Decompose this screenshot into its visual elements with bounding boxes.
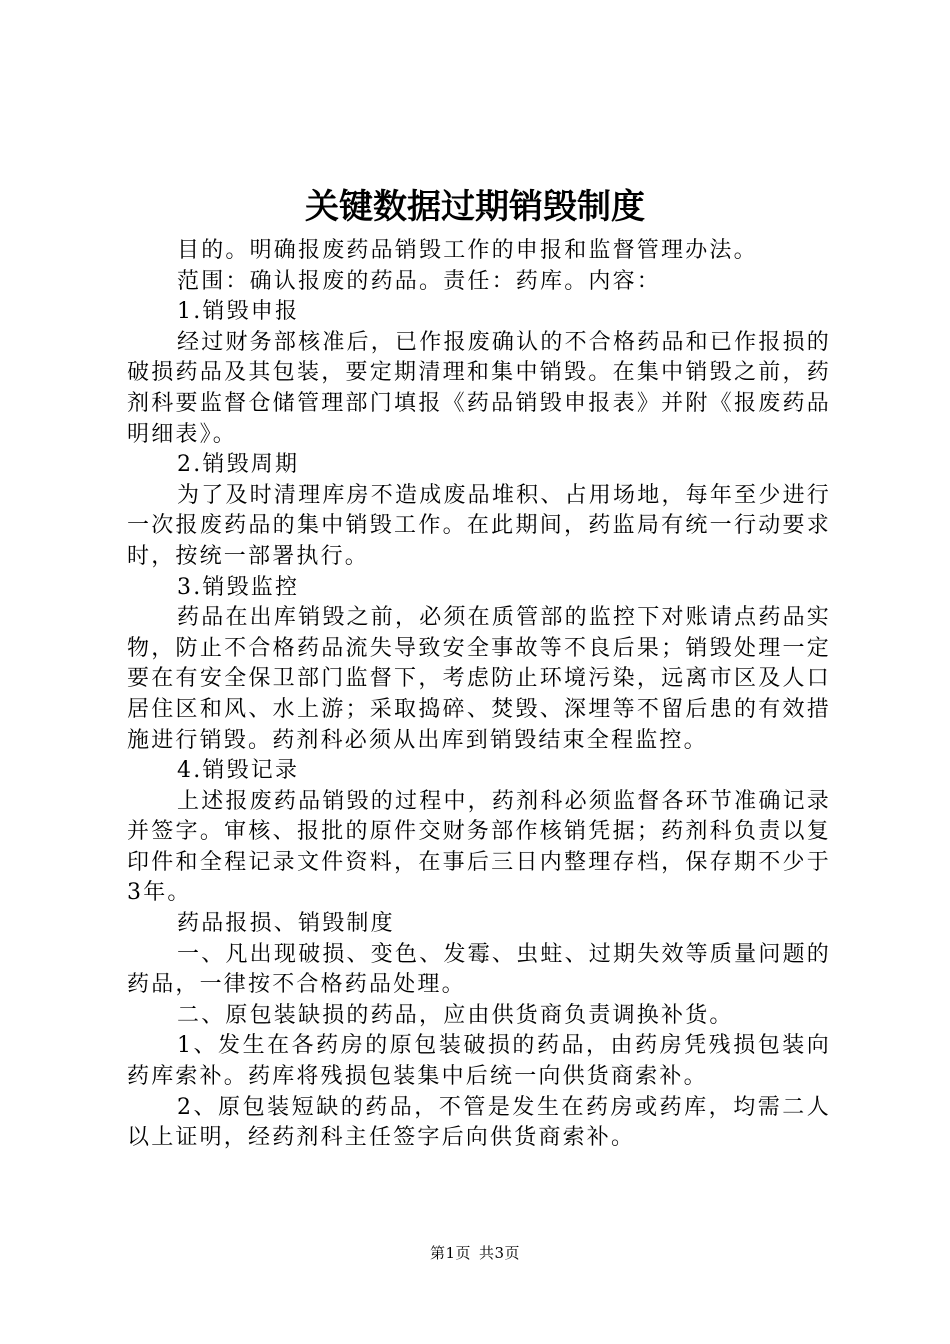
paragraph-rule-1: 一、凡出现破损、变色、发霉、虫蛀、过期失效等质量问题的药品，一律按不合格药品处理。 — [127, 941, 831, 998]
section-heading-cycle: 2.销毁周期 — [177, 452, 300, 478]
page-total: 共3页 — [479, 1244, 521, 1262]
paragraph-declaration: 经过财务部核准后，已作报废确认的不合格药品和已作报损的破损药品及其包装，要定期清理和集中销毁。在集中销毁之前，药剂科要监督仓储管理部门填报《药品销毁申报表》并附《报废药品明细表》。 — [127, 329, 831, 447]
paragraph-rule-2-item-1: 1、发生在各药房的原包装破损的药品，由药房凭残损包装向药库索补。药库将残损包装集中后统一向供货商索补。 — [127, 1033, 831, 1090]
paragraph-cycle: 为了及时清理库房不造成废品堆积、占用场地，每年至少进行一次报废药品的集中销毁工作。在此期间，药监局有统一行动要求时，按统一部署执行。 — [127, 482, 831, 569]
paragraph-scope: 范围：确认报废的药品。责任：药库。内容： — [177, 268, 662, 294]
document-title: 关键数据过期销毁制度 — [305, 187, 645, 227]
page-number: 第1页 — [429, 1244, 471, 1262]
paragraph-rule-2: 二、原包装缺损的药品，应由供货商负责调换补货。 — [177, 1002, 734, 1028]
paragraph-records: 上述报废药品销毁的过程中，药剂科必须监督各环节准确记录并签字。审核、报批的原件交财务部作核销凭据；药剂科负责以复印件和全程记录文件资料，在事后三日内整理存档，保存期不少于3年。 — [127, 788, 831, 906]
document-body — [127, 236, 831, 1154]
section-heading-monitoring: 3.销毁监控 — [177, 574, 300, 600]
paragraph-rule-2-item-2: 2、原包装短缺的药品，不管是发生在药房或药库，均需二人以上证明，经药剂科主任签字后向供货商索补。 — [127, 1094, 831, 1151]
section-heading-declaration: 1.销毁申报 — [177, 299, 300, 325]
section-heading-records: 4.销毁记录 — [177, 758, 300, 784]
section-heading-loss-policy: 药品报损、销毁制度 — [177, 911, 395, 937]
paragraph-purpose: 目的。明确报废药品销毁工作的申报和监督管理办法。 — [177, 238, 758, 263]
page-footer — [0, 1242, 950, 1264]
paragraph-monitoring: 药品在出库销毁之前，必须在质管部的监控下对账请点药品实物，防止不合格药品流失导致安全事故等不良后果；销毁处理一定要在有安全保卫部门监督下，考虑防止环境污染，远离市区及人口居住区和风、水上游；采取捣碎、焚毁、深埋等不留后患的有效措施进行销毁。药剂科必须从出库到销毁结束全程监控。 — [127, 605, 831, 753]
